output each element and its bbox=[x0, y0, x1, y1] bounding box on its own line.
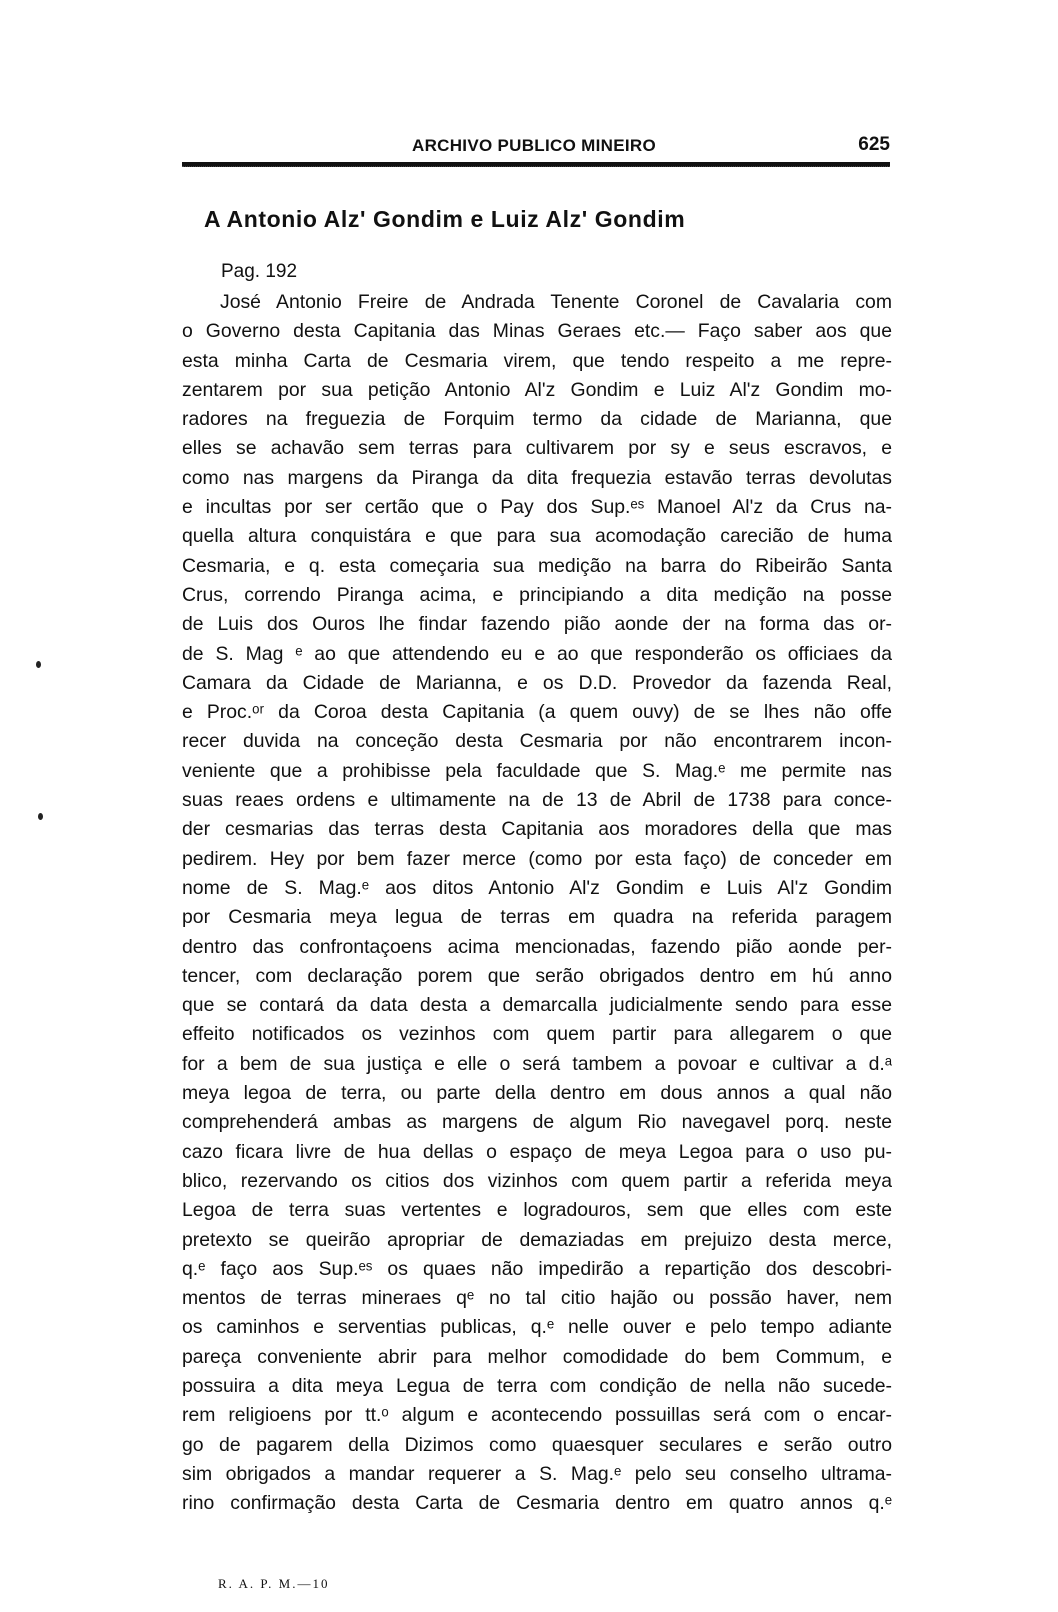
body-line: como nas margens da Piranga da dita frequezia estavão terras devolutas bbox=[182, 466, 892, 489]
header-rule bbox=[182, 162, 890, 167]
running-title: ARCHIVO PUBLICO MINEIRO bbox=[412, 136, 656, 155]
body-line: tencer, com declaração porem que serão obrigados dentro em hú anno bbox=[182, 964, 892, 987]
body-line: dentro das confrontaçoens acima mencionadas, fazendo pião aonde per- bbox=[182, 935, 892, 958]
body-line: suas reaes ordens e ultimamente na de 13 de Abril de 1738 para conce- bbox=[182, 789, 892, 812]
body-line: Camara da Cidade de Marianna, e os D.D. Provedor da fazenda Real, bbox=[182, 671, 892, 694]
footer-signature: R. A. P. M.—10 bbox=[218, 1576, 330, 1591]
body-line: meya legoa de terra, ou parte della dentro em dous annos a qual não bbox=[182, 1082, 892, 1105]
body-line: possuira a dita meya Legua de terra com condição de nella não sucede- bbox=[182, 1374, 892, 1397]
body-line: José Antonio Freire de Andrada Tenente Coronel de Cavalaria com bbox=[220, 291, 892, 313]
body-line: de Luis dos Ouros lhe findar fazendo pião aonde der na forma das or- bbox=[182, 613, 892, 636]
page-number: 625 bbox=[858, 134, 890, 155]
body-line: pedirem. Hey por bem fazer merce (como por esta faço) de conceder em bbox=[182, 847, 892, 870]
body-line: elles se achavão sem terras para cultivarem por sy e seus escravos, e bbox=[182, 437, 892, 460]
body-line: nome de S. Mag.ᵉ aos ditos Antonio Al'z Gondim e Luis Al'z Gondim bbox=[182, 876, 892, 899]
body-line: de S. Mag ᵉ ao que attendendo eu e ao que responderão os officiaes da bbox=[182, 642, 892, 665]
body-text bbox=[182, 288, 892, 1518]
body-line: por Cesmaria meya legua de terras em quadra na referida paragem bbox=[182, 906, 892, 929]
body-line: blico, rezervando os citios dos vizinhos com quem partir a referida meya bbox=[182, 1169, 892, 1192]
body-line: mentos de terras mineraes qᵉ no tal citio hajão ou possão haver, nem bbox=[182, 1287, 892, 1310]
body-line: pareça conveniente abrir para melhor comodidade do bem Commum, e bbox=[182, 1345, 892, 1368]
body-line: recer duvida na conceção desta Cesmaria por não encontrarem incon- bbox=[182, 730, 892, 753]
body-line: radores na freguezia de Forquim termo da cidade de Marianna, que bbox=[182, 408, 892, 431]
body-line: esta minha Carta de Cesmaria virem, que tendo respeito a me repre- bbox=[182, 349, 892, 372]
body-line: cazo ficara livre de hua dellas o espaço de meya Legoa para o uso pu- bbox=[182, 1140, 892, 1163]
body-line: zentarem por sua petição Antonio Al'z Gondim e Luiz Al'z Gondim mo- bbox=[182, 378, 892, 401]
body-line: o Governo desta Capitania das Minas Geraes etc.— Faço saber aos que bbox=[182, 320, 892, 343]
body-line: sim obrigados a mandar requerer a S. Mag.ᵉ pelo seu conselho ultrama- bbox=[182, 1462, 892, 1485]
body-line: go de pagarem della Dizimos como quaesquer seculares e serão outro bbox=[182, 1433, 892, 1456]
body-line: q.ᵉ faço aos Sup.ᵉˢ os quaes não impedirão a repartição dos descobri- bbox=[182, 1257, 892, 1280]
body-line: e incultas por ser certão que o Pay dos Sup.ᵉˢ Manoel Al'z da Crus na- bbox=[182, 496, 892, 519]
body-line: e Proc.ᵒʳ da Coroa desta Capitania (a quem ouvy) de se lhes não offe bbox=[182, 701, 892, 724]
body-line: os caminhos e serventias publicas, q.ᵉ nelle ouver e pelo tempo adiante bbox=[182, 1316, 892, 1339]
body-line: rem religioens por tt.ᵒ algum e acontecendo possuillas será com o encar- bbox=[182, 1404, 892, 1427]
body-line: effeito notificados os vezinhos com quem partir para allegarem o que bbox=[182, 1023, 892, 1046]
body-line: Crus, correndo Piranga acima, e principiando a dita medição na posse bbox=[182, 583, 892, 606]
page-reference: Pag. 192 bbox=[221, 261, 298, 282]
body-line: der cesmarias das terras desta Capitania aos moradores della que mas bbox=[182, 818, 892, 841]
body-line: veniente que a prohibisse pela faculdade que S. Mag.ᵉ me permite nas bbox=[182, 759, 892, 782]
body-line: rino confirmação desta Carta de Cesmaria dentro em quatro annos q.ᵉ bbox=[182, 1492, 892, 1515]
body-line: Legoa de terra suas vertentes e logradouros, sem que elles com este bbox=[182, 1199, 892, 1222]
body-line: que se contará da data desta a demarcalla judicialmente sendo para esse bbox=[182, 994, 892, 1017]
body-line: Cesmaria, e q. esta começaria sua medição na barra do Ribeirão Santa bbox=[182, 554, 892, 577]
margin-mark bbox=[38, 813, 43, 820]
running-header bbox=[182, 126, 890, 156]
body-line: comprehenderá ambas as margens de algum Rio navegavel porq. neste bbox=[182, 1111, 892, 1134]
document-title: A Antonio Alz' Gondim e Luiz Alz' Gondim bbox=[204, 206, 686, 232]
body-line: pretexto se queirão apropriar de demaziadas em prejuizo desta merce, bbox=[182, 1228, 892, 1251]
body-line: quella altura conquistára e que para sua acomodação carecião de huma bbox=[182, 525, 892, 548]
margin-mark bbox=[36, 661, 41, 668]
body-line: for a bem de sua justiça e elle o será tambem a povoar e cultivar a d.ᵃ bbox=[182, 1052, 892, 1075]
